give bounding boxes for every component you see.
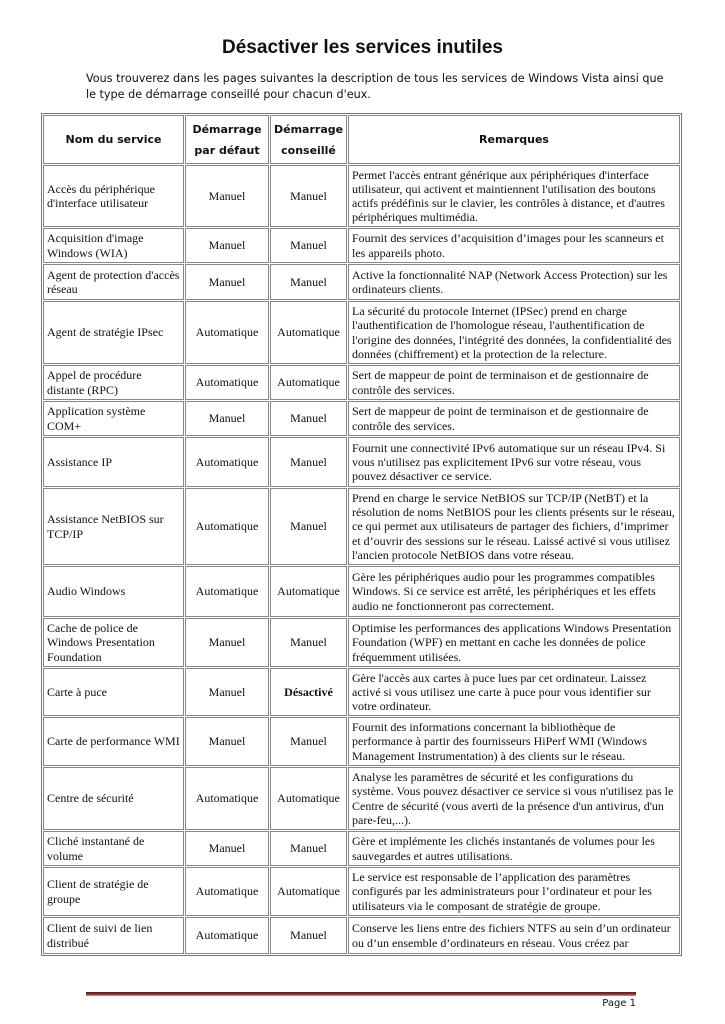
advised-startup-cell: Manuel <box>270 917 347 954</box>
default-startup-cell: Automatique <box>185 566 269 617</box>
default-startup-cell: Automatique <box>185 488 269 565</box>
service-name-cell: Carte à puce <box>43 668 184 716</box>
remark-cell: Gère et implémente les clichés instantanés de volumes pour les sauvegardes et autres utilisations. <box>348 831 680 866</box>
intro-paragraph: Vous trouverez dans les pages suivantes la description de tous les services de Windows Vista ainsi que le type de démarrage conseillé pour chacun d'eux. <box>86 72 664 101</box>
default-startup-cell: Automatique <box>185 867 269 916</box>
table-row <box>43 618 680 667</box>
remark-cell: Active la fonctionnalité NAP (Network Access Protection) sur les ordinateurs clients. <box>348 264 680 300</box>
default-startup-cell: Manuel <box>185 228 269 263</box>
remark-cell: La sécurité du protocole Internet (IPSec) prend en charge l'authentification de l'homologue réseau, l'authentification de l'origine des données, l'intégrité des données, la confidentialité des données (chiffrement) et la protection de la relecture. <box>348 301 680 364</box>
table-row <box>43 401 680 436</box>
service-name-cell: Carte de performance WMI <box>43 717 184 766</box>
table-row <box>43 165 680 227</box>
service-name-cell: Assistance IP <box>43 437 184 487</box>
table-row <box>43 228 680 263</box>
service-name-cell: Acquisition d'image Windows (WIA) <box>43 228 184 263</box>
default-startup-cell: Manuel <box>185 165 269 227</box>
service-name-cell: Assistance NetBIOS sur TCP/IP <box>43 488 184 565</box>
remark-cell: Analyse les paramètres de sécurité et les configurations du système. Vous pouvez désactiver ce service si vous n'utilisez pas le Centre de sécurité (vous averti de la présence d'un antivirus, d'un pare-feu,...). <box>348 767 680 830</box>
header-remarks: Remarques <box>348 115 680 164</box>
default-startup-cell: Manuel <box>185 668 269 716</box>
header-service-name: Nom du service <box>43 115 184 164</box>
advised-startup-cell: Manuel <box>270 401 347 436</box>
default-startup-cell: Automatique <box>185 917 269 954</box>
service-name-cell: Client de suivi de lien distribué <box>43 917 184 954</box>
remark-cell: Fournit des services d’acquisition d’images pour les scanneurs et les appareils photo. <box>348 228 680 263</box>
table-header-row <box>43 115 680 164</box>
services-table <box>41 113 682 956</box>
table-row <box>43 717 680 766</box>
service-name-cell: Agent de protection d'accès réseau <box>43 264 184 300</box>
default-startup-cell: Manuel <box>185 831 269 866</box>
table-row <box>43 668 680 716</box>
service-name-cell: Centre de sécurité <box>43 767 184 830</box>
table-row <box>43 264 680 300</box>
service-name-cell: Client de stratégie de groupe <box>43 867 184 916</box>
remark-cell: Fournit des informations concernant la bibliothèque de performance à partir des fournisseurs HiPerf WMI (Windows Management Instrumentation) à des clients sur le réseau. <box>348 717 680 766</box>
page-title: Désactiver les services inutiles <box>222 37 503 58</box>
table-row <box>43 365 680 400</box>
remark-cell: Gère les périphériques audio pour les programmes compatibles Windows. Si ce service est arrêté, les périphériques et les effets audio ne fonctionneront pas correctement. <box>348 566 680 617</box>
table-row <box>43 566 680 617</box>
header-default-startup: Démarrage par défaut <box>185 115 269 164</box>
table-row <box>43 831 680 866</box>
table-row <box>43 917 680 954</box>
remark-cell: Sert de mappeur de point de terminaison et de gestionnaire de contrôle des services. <box>348 365 680 400</box>
service-name-cell: Appel de procédure distante (RPC) <box>43 365 184 400</box>
advised-startup-cell: Automatique <box>270 867 347 916</box>
remark-cell: Optimise les performances des applications Windows Presentation Foundation (WPF) en mettant en cache les données de police fréquemment utilisées. <box>348 618 680 667</box>
table-row <box>43 437 680 487</box>
advised-startup-cell: Manuel <box>270 618 347 667</box>
service-name-cell: Accès du périphérique d'interface utilisateur <box>43 165 184 227</box>
advised-startup-cell: Manuel <box>270 437 347 487</box>
advised-startup-cell: Manuel <box>270 488 347 565</box>
default-startup-cell: Manuel <box>185 618 269 667</box>
service-name-cell: Audio Windows <box>43 566 184 617</box>
advised-startup-cell: Automatique <box>270 767 347 830</box>
default-startup-cell: Automatique <box>185 301 269 364</box>
advised-startup-cell: Automatique <box>270 365 347 400</box>
default-startup-cell: Automatique <box>185 437 269 487</box>
remark-cell: Permet l'accès entrant générique aux périphériques d'interface utilisateur, qui activent et maintiennent l'utilisation des boutons actifs prédéfinis sur le clavier, les contrôles à distance, et d'autres périphériques multimédia. <box>348 165 680 227</box>
advised-startup-cell: Manuel <box>270 228 347 263</box>
service-name-cell: Cliché instantané de volume <box>43 831 184 866</box>
service-name-cell: Cache de police de Windows Presentation Foundation <box>43 618 184 667</box>
remark-cell: Fournit une connectivité IPv6 automatique sur un réseau IPv4. Si vous n'utilisez pas explicitement IPv6 sur votre réseau, vous pouvez désactiver ce service. <box>348 437 680 487</box>
advised-startup-cell: Manuel <box>270 717 347 766</box>
table-row <box>43 867 680 916</box>
default-startup-cell: Manuel <box>185 717 269 766</box>
table-row <box>43 767 680 830</box>
remark-cell: Le service est responsable de l’application des paramètres configurés par les administrateurs pour l’ordinateur et pour les utilisateurs via le composant de stratégie de groupe. <box>348 867 680 916</box>
default-startup-cell: Automatique <box>185 767 269 830</box>
table-row <box>43 488 680 565</box>
remark-cell: Gère l'accès aux cartes à puce lues par cet ordinateur. Laissez activé si vous utilisez une carte à puce pour vous identifier sur votre ordinateur. <box>348 668 680 716</box>
footer-rule <box>86 992 636 996</box>
remark-cell: Prend en charge le service NetBIOS sur TCP/IP (NetBT) et la résolution de noms NetBIOS pour les clients présents sur le réseau, ce qui permet aux utilisateurs de partager des fichiers, d’imprimer et d’ouvrir des sessions sur le réseau. Laissé activé si vous utilisez l'ancien protocole NetBIOS dans votre réseau. <box>348 488 680 565</box>
remark-cell: Conserve les liens entre des fichiers NTFS au sein d’un ordinateur ou d’un ensemble d’ordinateurs en réseau. Vous créez par <box>348 917 680 954</box>
service-name-cell: Application système COM+ <box>43 401 184 436</box>
service-name-cell: Agent de stratégie IPsec <box>43 301 184 364</box>
advised-startup-cell: Automatique <box>270 301 347 364</box>
table-row <box>43 301 680 364</box>
advised-startup-cell: Manuel <box>270 264 347 300</box>
default-startup-cell: Automatique <box>185 365 269 400</box>
default-startup-cell: Manuel <box>185 401 269 436</box>
advised-startup-cell: Automatique <box>270 566 347 617</box>
page-number: Page 1 <box>602 998 636 1009</box>
advised-startup-cell: Désactivé <box>270 668 347 716</box>
default-startup-cell: Manuel <box>185 264 269 300</box>
advised-startup-cell: Manuel <box>270 831 347 866</box>
header-advised-startup: Démarrage conseillé <box>270 115 347 164</box>
remark-cell: Sert de mappeur de point de terminaison et de gestionnaire de contrôle des services. <box>348 401 680 436</box>
advised-startup-cell: Manuel <box>270 165 347 227</box>
